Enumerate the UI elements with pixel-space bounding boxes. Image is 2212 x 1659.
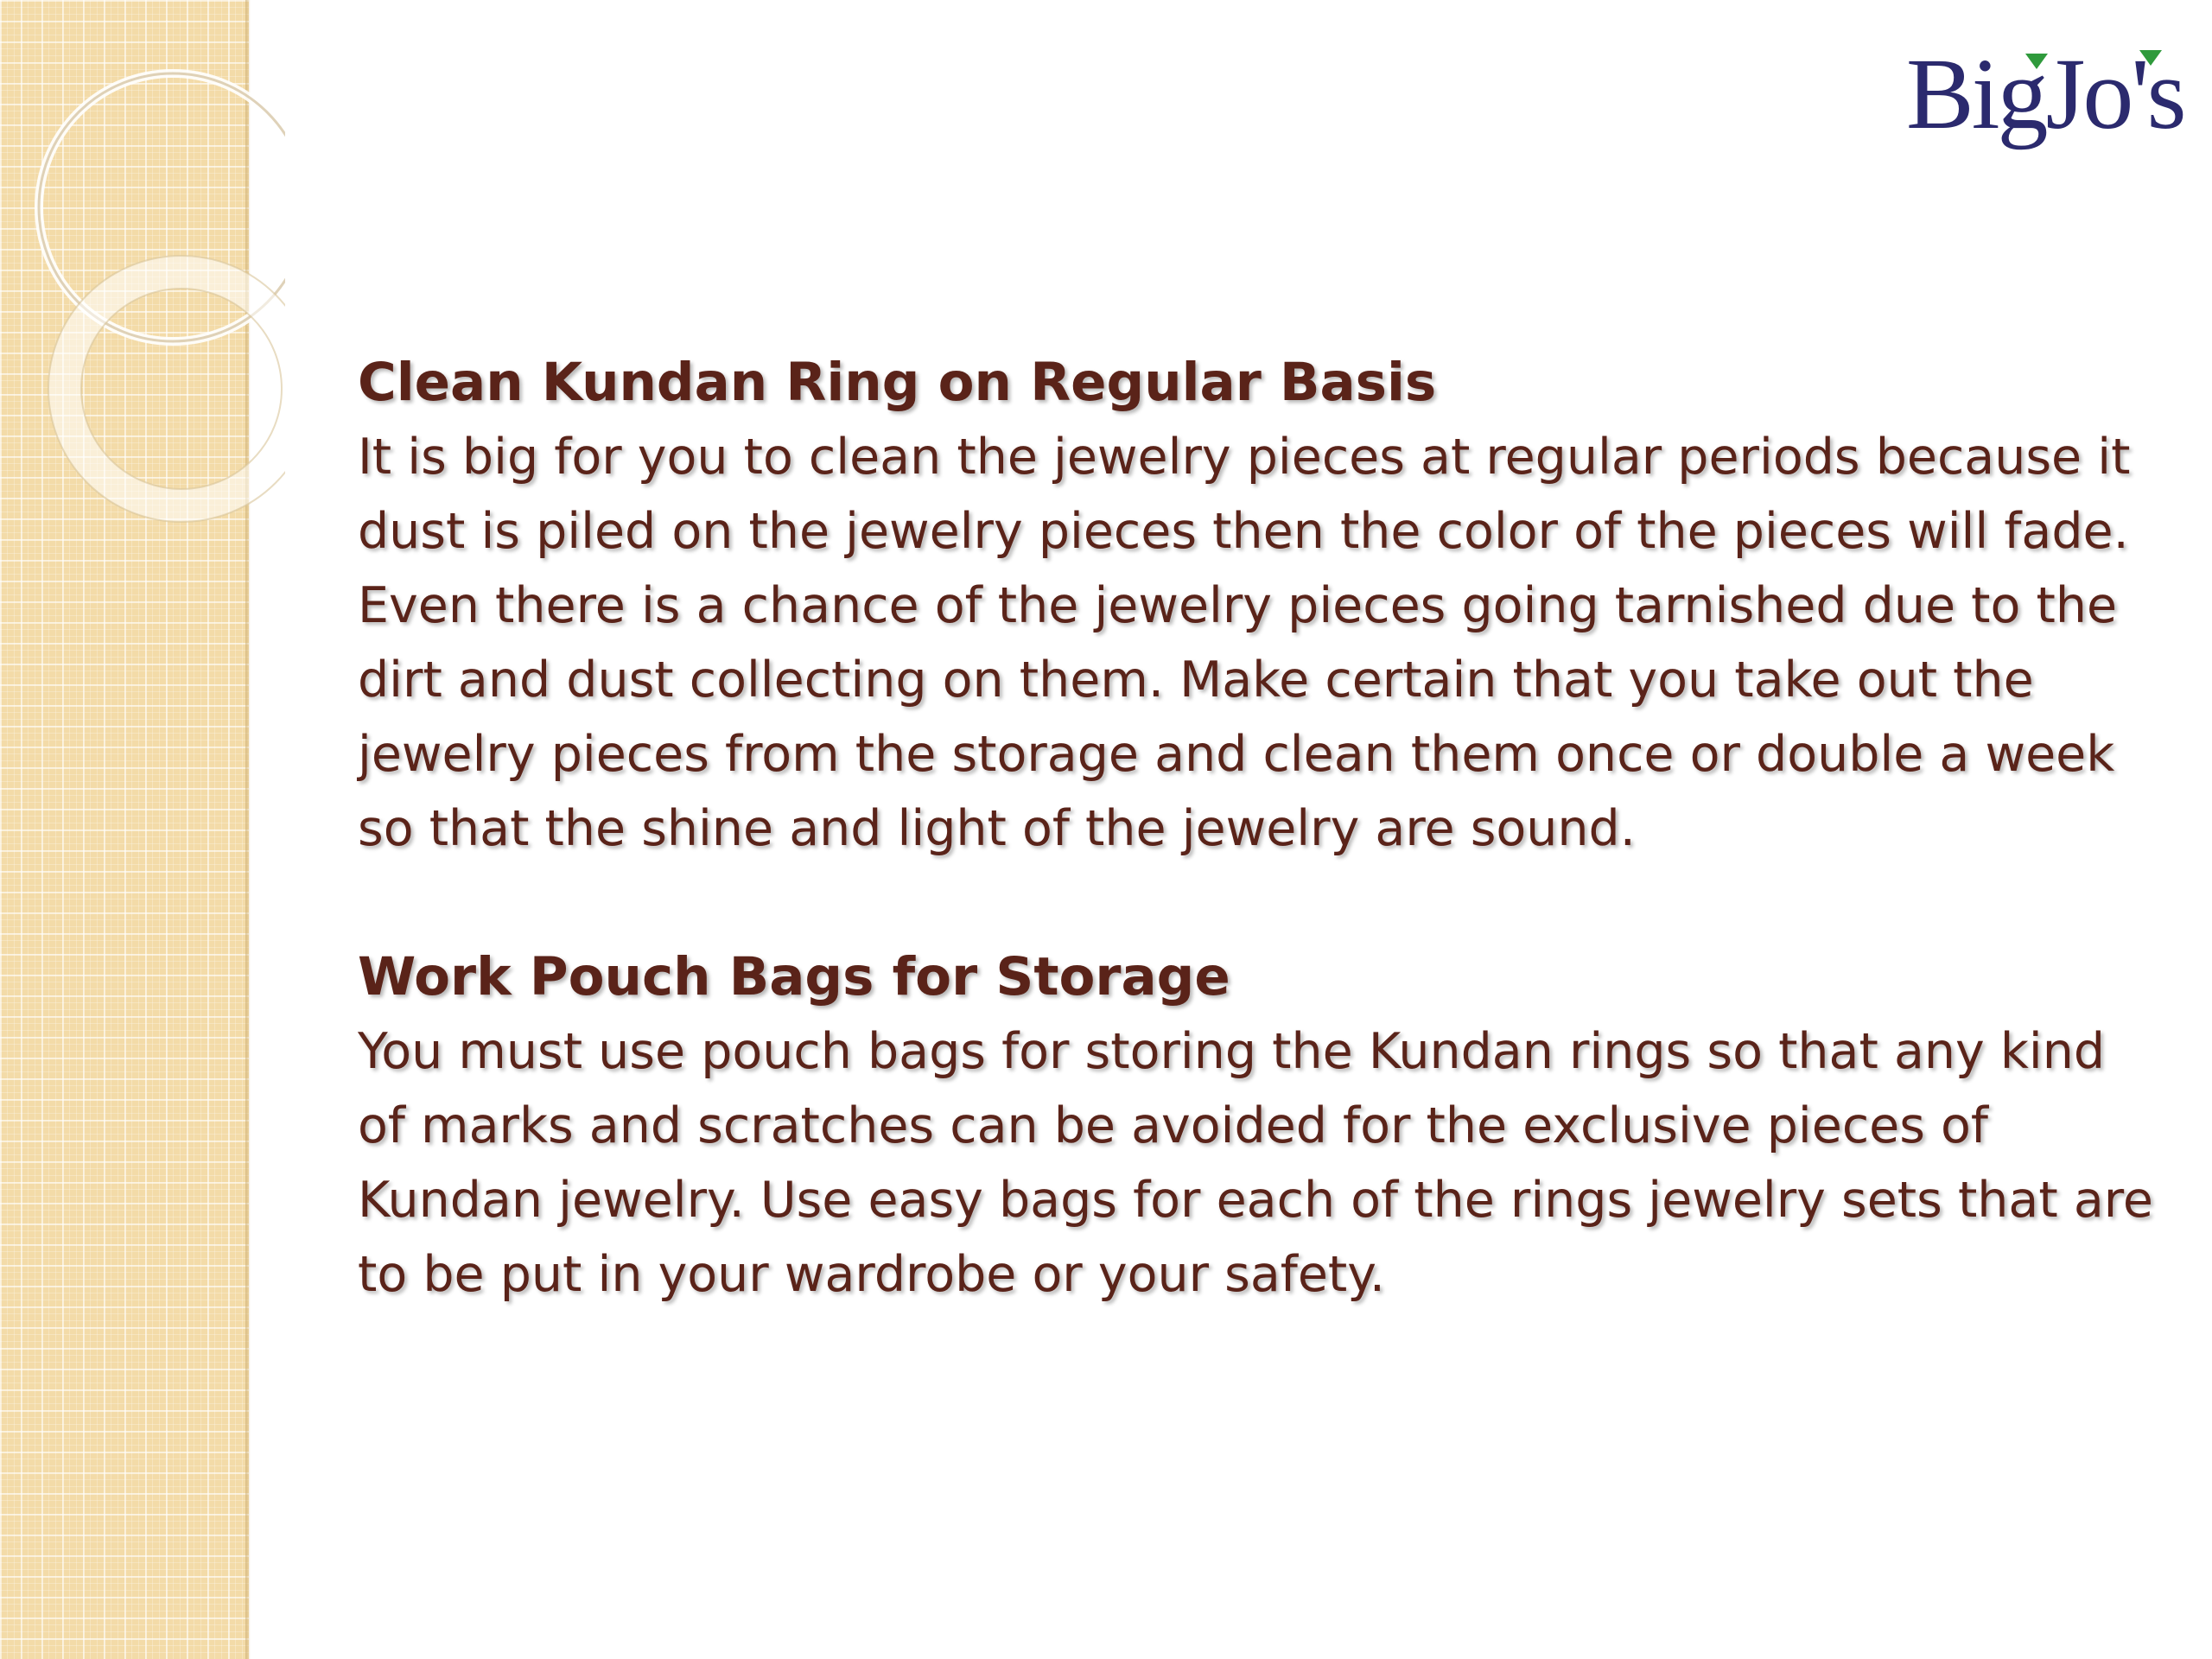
section-body-clean: It is big for you to clean the jewelry pieces at regular periods because it dust is piled on the jewelry pieces then the color of the pieces will fade. Even there is a chance of the jewelry pieces going tarnished due to the dirt and dust collecting on them. Make certain that you take out the jewelry pieces from the storage and clean them once or double a week so that the shine and light of the jewelry are sound. xyxy=(358,429,2131,857)
section-heading-storage: Work Pouch Bags for Storage xyxy=(358,946,1230,1007)
logo-text: BigJo's xyxy=(1906,37,2184,150)
small-ring xyxy=(65,272,285,505)
decorative-rings xyxy=(0,0,285,553)
section-spacer xyxy=(358,866,2164,940)
section-body-storage: You must use pouch bags for storing the Kundan rings so that any kind of marks and scratches can be avoided for the exclusive pieces of Kundan jewelry. Use easy bags for each of the rings jewelry sets that are to be put in your wardrobe or your safety. xyxy=(358,1023,2153,1303)
section-heading-clean: Clean Kundan Ring on Regular Basis xyxy=(358,352,1437,413)
slide-content xyxy=(358,346,2164,1312)
logo-dot-mark xyxy=(2025,54,2048,69)
logo-apostrophe-mark xyxy=(2139,50,2162,66)
brand-logo xyxy=(1906,38,2191,150)
